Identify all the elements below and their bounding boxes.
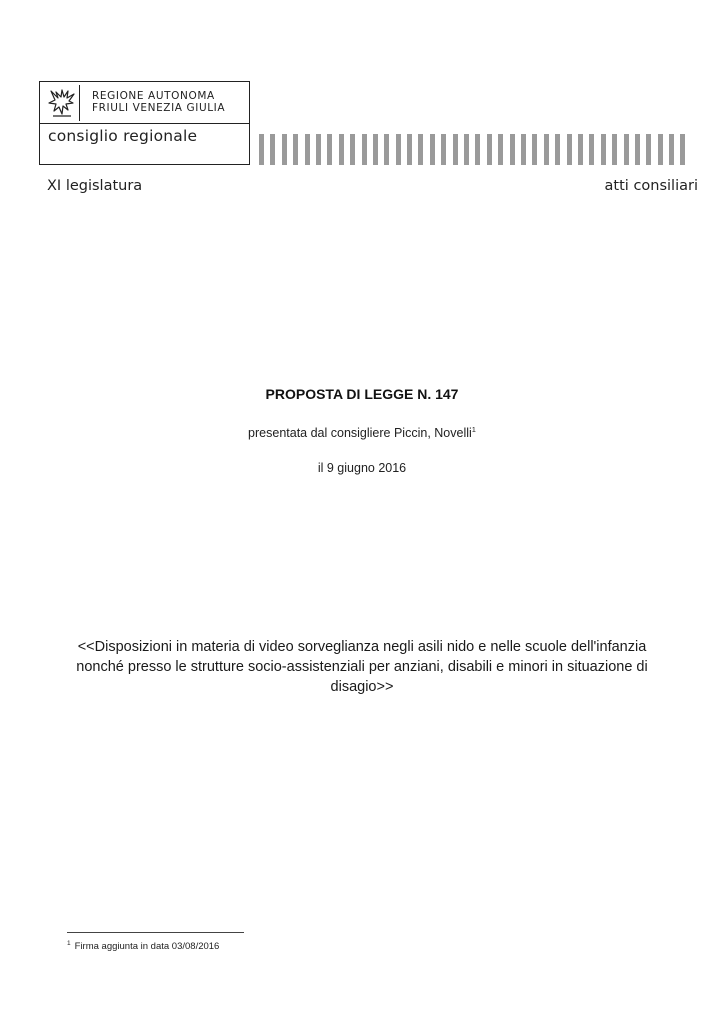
stripe (350, 134, 355, 165)
stripe (305, 134, 310, 165)
stripe (362, 134, 367, 165)
stripe (339, 134, 344, 165)
stripe (441, 134, 446, 165)
stripe (601, 134, 606, 165)
stripe (270, 134, 275, 165)
stripe (612, 134, 617, 165)
stripe (658, 134, 663, 165)
stripe (532, 134, 537, 165)
stripe (259, 134, 264, 165)
stripe (282, 134, 287, 165)
eagle-icon (44, 85, 80, 121)
presentation-date: il 9 giugno 2016 (317, 461, 407, 475)
region-line-2: FRIULI VENEZIA GIULIA (92, 102, 226, 114)
stripe (589, 134, 594, 165)
stripe (373, 134, 378, 165)
stripe (487, 134, 492, 165)
council-name: consiglio regionale (48, 127, 198, 145)
region-name (92, 90, 225, 114)
presenter-text: presentata dal consigliere Piccin, Novelli (248, 426, 472, 440)
stripe (407, 134, 412, 165)
stripe (567, 134, 572, 165)
footnote-number: 1 (67, 940, 71, 947)
stripe (327, 134, 332, 165)
stripe (384, 134, 389, 165)
stripe (453, 134, 458, 165)
stripe (418, 134, 423, 165)
stripe (578, 134, 583, 165)
stripe (669, 134, 674, 165)
region-line-1: REGIONE AUTONOMA (92, 90, 215, 102)
atti-consiliari-label: atti consiliari (604, 178, 698, 194)
footnote-text: Firma aggiunta in data 03/08/2016 (74, 941, 220, 952)
logo-top-band (40, 82, 249, 124)
stripe (680, 134, 685, 165)
stripe (396, 134, 401, 165)
stripe (316, 134, 321, 165)
document-title: PROPOSTA DI LEGGE N. 147 (265, 386, 459, 402)
presenter-line (0, 425, 724, 440)
stripe (544, 134, 549, 165)
stripe (521, 134, 526, 165)
stripe (464, 134, 469, 165)
footnote-ref: 1 (471, 425, 476, 434)
decorative-stripes (259, 134, 685, 165)
footnote-divider (67, 932, 244, 933)
stripe (510, 134, 515, 165)
stripe (475, 134, 480, 165)
footnote (67, 940, 219, 952)
bill-subject: <<Disposizioni in materia di video sorveglianza negli asili nido e nelle scuole dell'infanzia nonché presso le strutture socio-assistenziali per anziani, disabili e minori in situazione di disagio>> (76, 639, 648, 695)
stripe (498, 134, 503, 165)
legislatura-label: XI legislatura (47, 178, 143, 194)
stripe (646, 134, 651, 165)
stripe (555, 134, 560, 165)
stripe (635, 134, 640, 165)
stripe (293, 134, 298, 165)
stripe (624, 134, 629, 165)
stripe (430, 134, 435, 165)
region-logo (39, 81, 250, 165)
